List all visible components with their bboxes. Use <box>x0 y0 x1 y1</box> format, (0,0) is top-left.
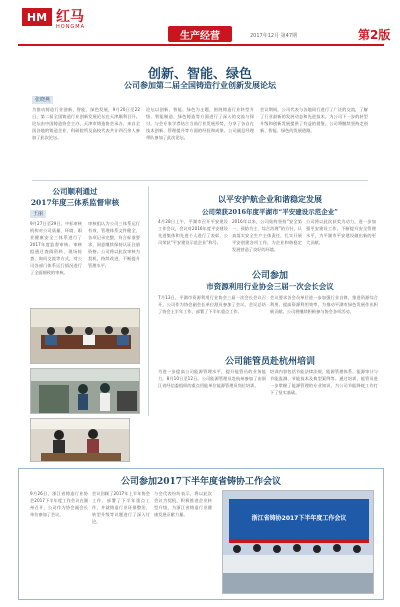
conference-photo <box>222 490 374 594</box>
article5-body-col1: 为进一步提高公司能源管理水平，提升能管员的业务能力，8月10日至12日，公司能源管理员赴杭州参加了由浙江省经信委组织的重点用能单位能源管理员岗位培训。 <box>158 369 266 388</box>
article4-title-line2: 市资源利用行业协会三届一次会长会议 <box>206 282 334 291</box>
audit-meeting-photo <box>30 308 140 364</box>
masthead <box>0 0 400 42</box>
article5-title: 公司能管员赴杭州培训 <box>224 357 315 367</box>
article2-title-line1: 公司顺利通过 <box>52 187 98 196</box>
article3-body-col2: 2016年以来，公司始终坚持“安全第一、预防为主、综合治理”的方针，认真落实安全生产主体责任，扎实开展平安创建各项工作，为企业和谐稳定发展营造了良好的环境。 <box>232 219 302 252</box>
article2-body-col1: 9月27日至29日，中标审核机构对公司质量、环境、职业健康安全三体系进行了2017年度监督审核。审核组通过查阅资料、现场检查、询问交流等方式，对公司各部门体系运行情况进行了全面细致的审核。 <box>30 221 82 275</box>
lead-body-col3: 会议期间，公司代表与各地同行进行了广泛的交流，了解了行业最新的发展动态和先进技术，为公司下一步的转型升级和创新发展提供了有益的借鉴。公司将继续坚持走创新、智能、绿色的发展道路。 <box>260 107 368 133</box>
article2-author: 王丽 <box>30 210 46 218</box>
article6-title: 公司参加2017下半年度省铸协工作会议 <box>120 477 282 487</box>
article2-title-line2: 2017年度三体系监督审核 <box>30 198 120 207</box>
section-divider <box>32 180 368 181</box>
article5-body-col2: 培训内容包括节能法律法规、能源管理体系、能源审计与节能监测、节能技术及典型案例等。通过培训，能管员进一步掌握了能源管理的专业知识，为公司节能降耗工作打下了坚实基础。 <box>270 369 378 395</box>
lead-author: 张晓燕 <box>32 96 53 104</box>
article6-body-col3: 与会代表纷纷表示，将以此次会议为契机，积极推进企业转型升级，为浙江省铸造行业健康发展贡献力量。 <box>154 491 212 517</box>
article3-body-col1: 4月28日上午，平湖市召开平安建设工作会议，会议对2016年度平安建设先进集体和先进个人进行了表彰，公司荣获“平安建设示范企业”称号。 <box>158 219 228 245</box>
issue-date: 2017年12月 第47期 <box>250 33 298 39</box>
article3-subtitle: 公司荣获2016年度平湖市“平安建设示范企业” <box>201 208 339 216</box>
company-name-en: HONGMA <box>56 24 86 30</box>
article4-title-line1: 公司参加 <box>251 271 288 281</box>
article6-body-col2: 会议回顾了2017年上半年协会工作，部署了下半年重点工作，并就铸造行业环保整治、转型升级等议题进行了深入讨论。 <box>92 491 150 524</box>
article3-body-col3: 公司将以此次获奖为动力，进一步加强平安建设工作，不断提升安全管理水平，为平湖市平安建设做出新的更大贡献。 <box>306 219 376 245</box>
audit-site-photo <box>30 368 140 414</box>
company-name: 红马 <box>56 9 84 25</box>
lead-body-col2: 论坛以创新、智能、绿色为主题，围绕铸造行业转型升级、智能制造、绿色铸造等方面进行了深入的交流与探讨。与会专家学者结合当前行业发展形势，分享了各自在技术创新、管理提升等方面的经验和成果。公司副总经理带队参加了此次论坛。 <box>146 107 254 140</box>
conference-banner-text: 浙江省铸协2017下半年度工作会议 <box>251 515 347 522</box>
header-divider <box>18 44 384 46</box>
lead-title: 创新、智能、绿色 <box>147 67 252 82</box>
article4-body-col1: 7月13日，平湖市资源利用行业协会三届一次会长会议召开，公司作为协会副会长单位派员参加了会议。会议总结了协会上半年工作，部署了下半年重点工作。 <box>158 295 266 314</box>
company-logo: HM <box>22 8 52 26</box>
article2-body-col2: 审核组认为公司三体系运行有效，管理体系文件健全，各项记录完整，符合标准要求，同意继续保持认证注册资格。公司将以此次审核为契机，持续改进，不断提升管理水平。 <box>88 221 140 268</box>
column-divider <box>148 186 149 416</box>
lead-subtitle: 公司参加第二届全国铸造行业创新发展论坛 <box>124 80 276 90</box>
article4-body-col2: 会议要求各会员单位进一步加强行业自律，推进资源综合利用，提高资源利用效率，为推动平湖市绿色发展作出积极贡献。公司将继续积极参与协会各项活动。 <box>270 295 378 314</box>
lead-body-col1: 为推动铸造行业创新、智能、绿色发展，9月20日至22日，第二届全国铸造行业创新发展论坛在天津顺利召开。论坛由中国铸造协会主办，天津市铸造协会承办，来自全国各地的铸造企业、科研院所及高校代表共计四百余人参加了此次论坛。 <box>32 107 140 140</box>
training-photo <box>30 418 130 462</box>
section-tag: 生产经营 <box>168 26 232 42</box>
article6-body-col1: 9月26日，浙江省铸造行业协会2017下半年度工作会议在湖州召开，公司作为协会副会长单位参加了会议。 <box>30 491 88 517</box>
article3-title: 以平安护航企业和谐稳定发展 <box>218 194 322 204</box>
page-number: 第2版 <box>358 28 391 42</box>
